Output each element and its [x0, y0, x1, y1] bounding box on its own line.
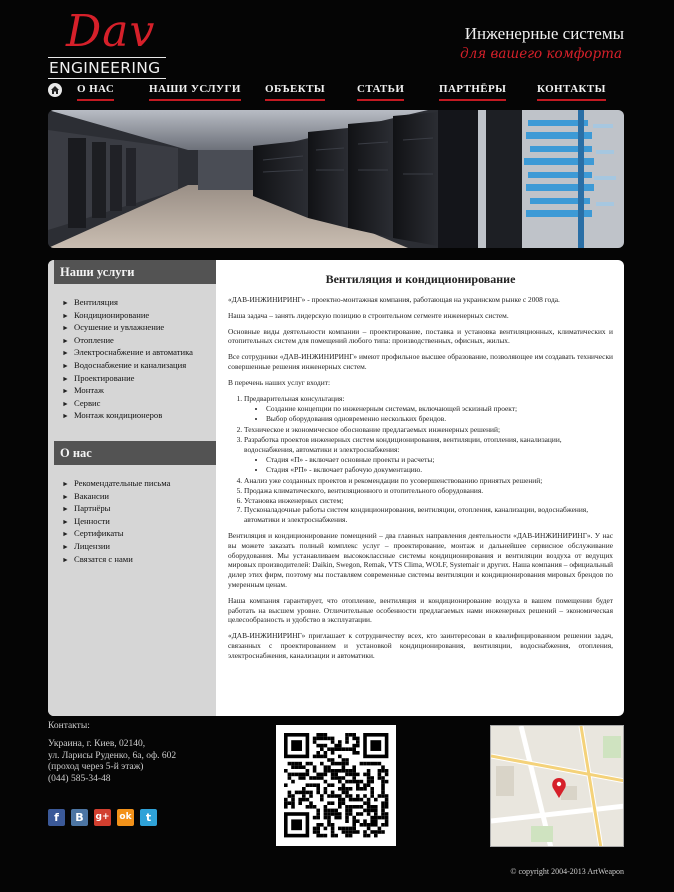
list-item: • Создание концепции по инженерным системам, включающей эскизный проект; — [266, 404, 613, 414]
article-paragraph: Основные виды деятельности компании – проектирование, поставка и установка вентиляционных, климатических и отопительных систем для помещений любого типа: производственных, офисных, жилых. — [228, 326, 613, 346]
sub-list — [244, 404, 613, 424]
nav-label: ОБЪЕКТЫ — [265, 83, 326, 95]
nav-services[interactable] — [149, 83, 241, 95]
address-line: Украина, г. Киев, 02140, — [48, 739, 146, 749]
sidebar-item[interactable]: ► Осушение и увлажнение — [62, 321, 193, 334]
nav-contacts[interactable] — [537, 83, 606, 95]
arrow-right-icon: ► — [62, 349, 69, 358]
sidebar-item[interactable]: ► Водоснабжение и канализация — [62, 359, 193, 372]
contacts-label: Контакты: — [48, 721, 90, 731]
home-icon[interactable] — [48, 83, 62, 97]
nav-label: КОНТАКТЫ — [537, 83, 606, 95]
article-title: Вентиляция и кондиционирование — [325, 272, 516, 286]
sidebar-item[interactable]: ► Рекомендательные письма — [62, 477, 170, 490]
article-paragraph: «ДАВ-ИНЖИНИРИНГ» приглашает к сотрудничеству всех, кто заинтересован в квалифицированном решении задач, связанных с проектированием и установкой кондиционирования, вентиляции, водоснабжения, отопления, электроснабжения, канализации и автоматики. — [228, 631, 613, 660]
phone-number: (044) 585-34-48 — [48, 773, 111, 784]
logo-divider — [48, 57, 166, 58]
nav-underline — [149, 99, 241, 101]
arrow-right-icon: ► — [62, 412, 69, 421]
facebook-icon[interactable]: f — [48, 809, 65, 826]
sidebar-services-list — [62, 296, 193, 422]
list-item: • Стадия «П» - включает основные проекты и расчеты; — [266, 455, 613, 465]
nav-underline — [357, 99, 404, 101]
arrow-right-icon: ► — [62, 517, 69, 526]
sidebar-item[interactable]: ► Электроснабжение и автоматика — [62, 346, 193, 359]
logo-wordmark: Dav — [66, 6, 156, 57]
arrow-right-icon: ► — [62, 311, 69, 320]
sidebar-services-heading: Наши услуги — [54, 260, 216, 284]
nav-underline — [265, 99, 325, 101]
arrow-right-icon: ► — [62, 492, 69, 501]
sub-list — [244, 455, 613, 475]
address-line: ул. Ларисы Руденко, 6а, оф. 602 — [48, 750, 177, 761]
sidebar-about-list — [62, 477, 170, 565]
arrow-right-icon: ► — [62, 374, 69, 383]
article-paragraph: «ДАВ-ИНЖИНИРИНГ» - проектно-монтажная компания, работающая на украинском рынке с 2008 года. — [228, 295, 560, 304]
nav-articles[interactable] — [357, 83, 404, 95]
arrow-right-icon: ► — [62, 542, 69, 551]
sidebar-item[interactable]: ► Проектирование — [62, 372, 193, 385]
vk-icon[interactable]: B — [71, 809, 88, 826]
nav-about[interactable] — [77, 83, 114, 95]
header-tagline-script: для вашего комфорта — [460, 46, 622, 62]
sidebar-item[interactable]: ► Сервис — [62, 397, 193, 410]
sidebar — [48, 260, 216, 716]
services-list — [228, 394, 613, 525]
list-item: 5. Продажа климатического, вентиляционного и отопительного оборудования. — [244, 486, 613, 496]
list-item: • Выбор оборудования одновременно нескольких брендов. — [266, 414, 613, 424]
sidebar-item[interactable]: ► Партнёры — [62, 502, 170, 515]
sidebar-item[interactable]: ► Монтаж — [62, 384, 193, 397]
copyright: © copyright 2004-2013 ArtWeapon — [510, 867, 624, 876]
sidebar-about-heading: О нас — [54, 441, 216, 465]
site-logo[interactable] — [48, 8, 168, 78]
nav-underline — [537, 99, 606, 101]
arrow-right-icon: ► — [62, 336, 69, 345]
arrow-right-icon: ► — [62, 480, 69, 488]
arrow-right-icon: ► — [62, 387, 69, 396]
sidebar-item[interactable]: ► Кондиционирование — [62, 309, 193, 322]
logo-divider — [48, 78, 166, 79]
list-item: 4. Анализ уже созданных проектов и рекомендации по усовершенствованию принятых решений; — [244, 476, 613, 486]
arrow-right-icon: ► — [62, 530, 69, 539]
article-paragraph: Наша компания гарантирует, что отопление, вентиляция и кондиционирование воздуха в вашем помещении будет работать на высшем уровне. Отличительные особенности предлагаемых нами инженерных решений – экономическая целесообразность и удобство в эксплуатации. — [228, 595, 613, 625]
sidebar-item[interactable]: ► Связатся с нами — [62, 553, 170, 566]
address-line: (проход через 5-й этаж) — [48, 762, 144, 772]
list-item: 3. Разработка проектов инженерных систем кондиционирования, вентиляции, отопления, канализации, водоснабжения, автоматики и электроснабжения: • Стадия «П» - включает основные проекты и расчеты; • Стадия «РП» - включает рабочую документацию. — [244, 435, 613, 475]
twitter-icon[interactable]: t — [140, 809, 157, 826]
article-paragraph: Вентиляция и кондиционирование помещений – два главных направления деятельности «ДАВ-ИНЖИНИРИНГ». У нас вы можете заказать полный комплекс услуг – проектирование, монтаж и дальнейшее сервисное обслуживание оборудования. Мы устанавливаем высококлассные системы кондиционирования и вентиляции воздуха от ведущих мировых производителей: Daikin, Swegon, Remak, VTS Clima, WOLF, Systemair и других. Наша компания – официальный дилер этих фирм, поэтому мы поставляем современные системы вентиляции и кондиционирования мировых брендов по умеренным ценам. — [228, 530, 613, 589]
arrow-right-icon: ► — [62, 399, 69, 408]
list-item: 7. Пусконаладочные работы систем кондиционирования, вентиляции, отопления, канализации, водоснабжения, автоматики и электроснабжения. — [244, 505, 613, 525]
footer-contacts — [48, 721, 248, 785]
main-navigation — [48, 80, 624, 102]
arrow-right-icon: ► — [62, 361, 69, 370]
article — [228, 272, 613, 667]
list-item: • Стадия «РП» - включает рабочую документацию. — [266, 465, 613, 475]
nav-partners[interactable] — [439, 83, 506, 95]
sidebar-item[interactable]: ► Вентиляция — [62, 296, 193, 309]
google-plus-icon[interactable]: g+ — [94, 809, 111, 826]
article-paragraph: В перечень наших услуг входит: — [228, 377, 331, 387]
list-item: 6. Установка инженерных систем; — [244, 496, 613, 506]
header-tagline: Инженерные системы — [464, 24, 624, 43]
content-panel — [48, 260, 624, 716]
sidebar-item[interactable]: ► Вакансии — [62, 490, 170, 503]
arrow-right-icon: ► — [62, 555, 69, 564]
nav-label: НАШИ УСЛУГИ — [149, 83, 241, 95]
nav-label: ПАРТНЁРЫ — [439, 83, 507, 95]
sidebar-item[interactable]: ► Ценности — [62, 515, 170, 528]
list-item: 2. Техническое и экономическое обоснование предлагаемых инженерных решений; — [244, 425, 613, 435]
arrow-right-icon: ► — [62, 505, 69, 514]
nav-label: СТАТЬИ — [357, 83, 405, 95]
article-paragraph: Наша задача – занять лидерскую позицию в строительном сегменте инженерных систем. — [228, 310, 509, 320]
sidebar-item[interactable]: ► Отопление — [62, 334, 193, 347]
sidebar-item[interactable]: ► Лицензии — [62, 540, 170, 553]
nav-underline — [77, 99, 114, 101]
nav-objects[interactable] — [265, 83, 325, 95]
arrow-right-icon: ► — [62, 324, 69, 333]
location-map[interactable] — [490, 725, 624, 847]
logo-subtitle: ENGINEERING — [49, 59, 161, 77]
nav-underline — [439, 99, 506, 101]
qr-code — [276, 725, 396, 846]
nav-label: О НАС — [77, 83, 115, 95]
list-item: 1. Предварительная консультация: • Создание концепции по инженерным системам, включающей эскизный проект; • Выбор оборудования одновременно нескольких брендов. — [244, 394, 613, 424]
article-paragraph: Все сотрудники «ДАВ-ИНЖИНИРИНГ» имеют профильное высшее образование, позволяющее им создавать технически совершенные решения инженерных систем. — [228, 352, 613, 371]
arrow-right-icon: ► — [62, 299, 69, 307]
sidebar-item[interactable]: ► Сертификаты — [62, 527, 170, 540]
sidebar-item[interactable]: ► Монтаж кондиционеров — [62, 409, 193, 422]
odnoklassniki-icon[interactable]: ok — [117, 809, 134, 826]
hero-banner-image — [48, 110, 624, 248]
